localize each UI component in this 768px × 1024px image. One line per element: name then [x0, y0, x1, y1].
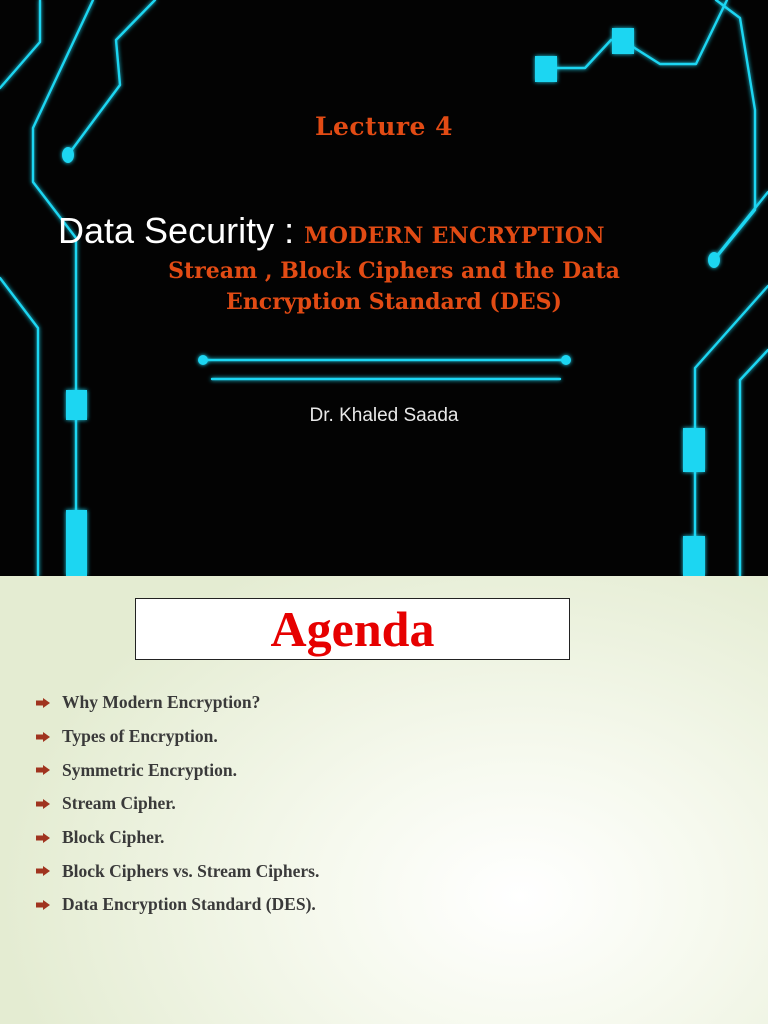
arrow-bullet-icon — [36, 732, 50, 742]
arrow-bullet-icon — [36, 698, 50, 708]
agenda-title-box — [135, 598, 570, 660]
list-item-label: Data Encryption Standard (DES). — [62, 894, 316, 915]
agenda-list — [36, 686, 319, 922]
list-item — [36, 753, 319, 787]
list-item-label: Block Ciphers vs. Stream Ciphers. — [62, 860, 320, 881]
arrow-bullet-icon — [36, 799, 50, 809]
arrow-bullet-icon — [36, 833, 50, 843]
author-name: Dr. Khaled Saada — [309, 405, 459, 426]
list-item-label: Types of Encryption. — [62, 726, 218, 747]
list-item — [36, 686, 319, 720]
arrow-bullet-icon — [36, 900, 50, 910]
title-accent: MODERN ENCRYPTION — [304, 223, 605, 249]
arrow-bullet-icon — [36, 866, 50, 876]
slide-subtitle — [60, 256, 728, 318]
lecture-number: Lecture 4 — [314, 112, 454, 141]
subtitle-line-2: Encryption Standard (DES) — [226, 289, 562, 315]
list-item — [36, 720, 319, 754]
agenda-slide — [0, 576, 768, 1024]
agenda-title: Agenda — [270, 601, 435, 657]
list-item — [36, 821, 319, 855]
list-item-label: Stream Cipher. — [62, 793, 176, 814]
list-item — [36, 854, 319, 888]
title-main: Data Security : — [58, 210, 305, 251]
list-item-label: Why Modern Encryption? — [62, 692, 261, 713]
subtitle-line-1: Stream , Block Ciphers and the Data — [168, 258, 620, 284]
slide-title — [58, 210, 605, 252]
list-item — [36, 787, 319, 821]
arrow-bullet-icon — [36, 765, 50, 775]
list-item-label: Symmetric Encryption. — [62, 759, 237, 780]
list-item-label: Block Cipher. — [62, 827, 165, 848]
list-item — [36, 888, 319, 922]
